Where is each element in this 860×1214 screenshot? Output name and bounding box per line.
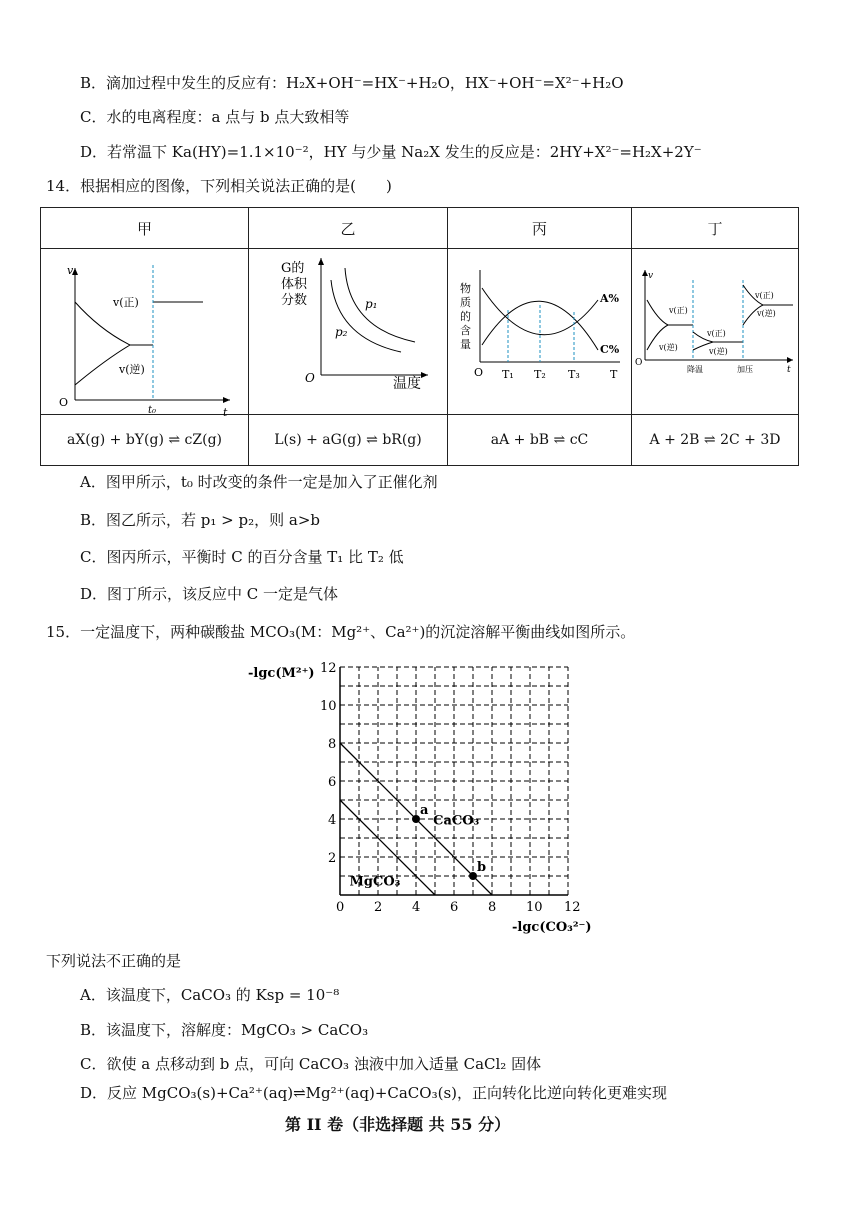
y-tick-label: 10 [320, 699, 337, 714]
point-label-b: b [477, 860, 487, 875]
solubility-equilibrium-chart [240, 655, 600, 945]
jia-x: t [222, 405, 227, 419]
point-b [469, 872, 477, 880]
fig-yi-cell [249, 249, 448, 415]
bing-ylabel-2: 的 [459, 309, 471, 323]
fig-yi [253, 250, 443, 410]
y-tick-label: 2 [328, 851, 337, 866]
ding-step2: 加压 [737, 364, 753, 374]
q15-option-a: A．该温度下，CaCO₃ 的 Ksp = 10⁻⁸ [80, 986, 340, 1004]
ding-f3: v(正) [755, 290, 774, 300]
q14-table [40, 207, 799, 466]
x-tick-label: 12 [564, 900, 581, 915]
fig-bing-cell [448, 249, 632, 415]
ding-step1: 降温 [687, 364, 703, 374]
section-title: 第 II 卷（非选择题 共 55 分） [285, 1115, 511, 1134]
eq-jia: aX(g) + bY(g) ⇌ cZ(g) [41, 415, 249, 466]
y-tick-label: 12 [320, 661, 337, 676]
q14-option-d: D．图丁所示，该反应中 C 一定是气体 [80, 585, 339, 603]
x-tick-label: 4 [412, 900, 421, 915]
header-bing: 丙 [448, 208, 632, 249]
yi-origin: O [305, 370, 315, 385]
ding-origin: O [635, 357, 643, 368]
series-label-mgco3: MgCO₃ [349, 874, 401, 890]
bing-origin: O [473, 365, 483, 379]
yi-p1: p₁ [365, 296, 378, 311]
chart-xlabel: -lgc(CO₃²⁻) [512, 920, 592, 935]
header-ding: 丁 [632, 208, 799, 249]
q13-option-c: C．水的电离程度：a 点与 b 点大致相等 [80, 108, 350, 126]
yi-xlabel: 温度 [393, 375, 421, 392]
q13-option-d: D．若常温下 Ka(HY)=1.1×10⁻²，HY 与少量 Na₂X 发生的反应是：2HY+X²⁻=H₂X+2Y⁻ [80, 143, 702, 161]
header-jia: 甲 [41, 208, 249, 249]
ding-f2: v(正) [707, 328, 726, 338]
y-tick-label: 8 [328, 737, 337, 752]
point-a [412, 815, 420, 823]
yi-ylabel-3: 分数 [281, 292, 308, 308]
ding-f1: v(正) [669, 305, 688, 315]
ding-r2: v(逆) [709, 346, 728, 356]
bing-c-label: C% [599, 342, 619, 356]
x-tick-label: 8 [488, 900, 497, 915]
x-tick-label: 2 [374, 900, 383, 915]
eq-yi: L(s) + aG(g) ⇌ bR(g) [249, 415, 448, 466]
yi-ylabel-2: 体积 [281, 276, 308, 292]
jia-t0: t₀ [147, 404, 156, 416]
ding-x: t [787, 364, 791, 375]
fig-bing [450, 250, 630, 410]
bing-t1: T₁ [501, 367, 514, 381]
fig-jia [45, 250, 245, 419]
q15-option-d: D．反应 MgCO₃(s)+Ca²⁺(aq)⇌Mg²⁺(aq)+CaCO₃(s)，正向转化比逆向转化更难实现 [80, 1084, 668, 1102]
fig-jia-cell [41, 249, 249, 419]
bing-t: T [609, 367, 617, 381]
jia-reverse: v(逆) [118, 362, 145, 376]
eq-ding: A + 2B ⇌ 2C + 3D [632, 415, 799, 466]
q15-lead: 下列说法不正确的是 [46, 952, 182, 970]
bing-t3: T₃ [567, 367, 580, 381]
q14-option-a: A．图甲所示，t₀ 时改变的条件一定是加入了正催化剂 [80, 473, 438, 491]
q14-option-c: C．图丙所示，平衡时 C 的百分含量 T₁ 比 T₂ 低 [80, 548, 404, 566]
q15-option-b: B．该温度下，溶解度：MgCO₃ > CaCO₃ [80, 1021, 369, 1039]
x-tick-label: 0 [336, 900, 345, 915]
y-tick-label: 4 [328, 813, 337, 828]
bing-ylabel-4: 量 [459, 337, 471, 351]
bing-ylabel-3: 含 [459, 323, 471, 337]
q15-stem: 15．一定温度下，两种碳酸盐 MCO₃(M：Mg²⁺、Ca²⁺)的沉淀溶解平衡曲线如图所示。 [46, 623, 636, 641]
bing-ylabel-0: 物 [459, 281, 471, 295]
y-tick-label: 6 [328, 775, 337, 790]
point-label-a: a [420, 803, 429, 818]
x-tick-label: 10 [526, 900, 543, 915]
chart-grid [340, 667, 568, 895]
x-tick-label: 6 [450, 900, 459, 915]
q14-option-b: B．图乙所示，若 p₁ > p₂，则 a>b [80, 511, 321, 529]
jia-forward: v(正) [112, 295, 139, 309]
jia-origin: O [58, 395, 68, 409]
q13-option-b: B．滴加过程中发生的反应有：H₂X+OH⁻=HX⁻+H₂O，HX⁻+OH⁻=X²⁻+H₂O [80, 74, 624, 92]
ding-r3: v(逆) [757, 308, 776, 318]
chart-ylabel: -lgc(M²⁺) [248, 666, 315, 681]
bing-t2: T₂ [533, 367, 546, 381]
q14-stem: 14．根据相应的图像，下列相关说法正确的是( ) [46, 177, 392, 195]
bing-ylabel-1: 质 [459, 295, 471, 309]
fig-ding-cell [632, 249, 799, 415]
bing-a-label: A% [599, 291, 619, 305]
jia-y: v [66, 263, 73, 277]
series-label-caco3: CaCO₃ [433, 813, 480, 829]
ding-r1: v(逆) [659, 342, 678, 352]
yi-ylabel-1: G的 [281, 260, 305, 276]
yi-p2: p₂ [335, 324, 348, 339]
ding-y: v [648, 270, 654, 281]
eq-bing: aA + bB ⇌ cC [448, 415, 632, 466]
q15-option-c: C．欲使 a 点移动到 b 点，可向 CaCO₃ 浊液中加入适量 CaCl₂ 固体 [80, 1055, 542, 1073]
header-yi: 乙 [249, 208, 448, 249]
fig-ding [633, 250, 797, 410]
